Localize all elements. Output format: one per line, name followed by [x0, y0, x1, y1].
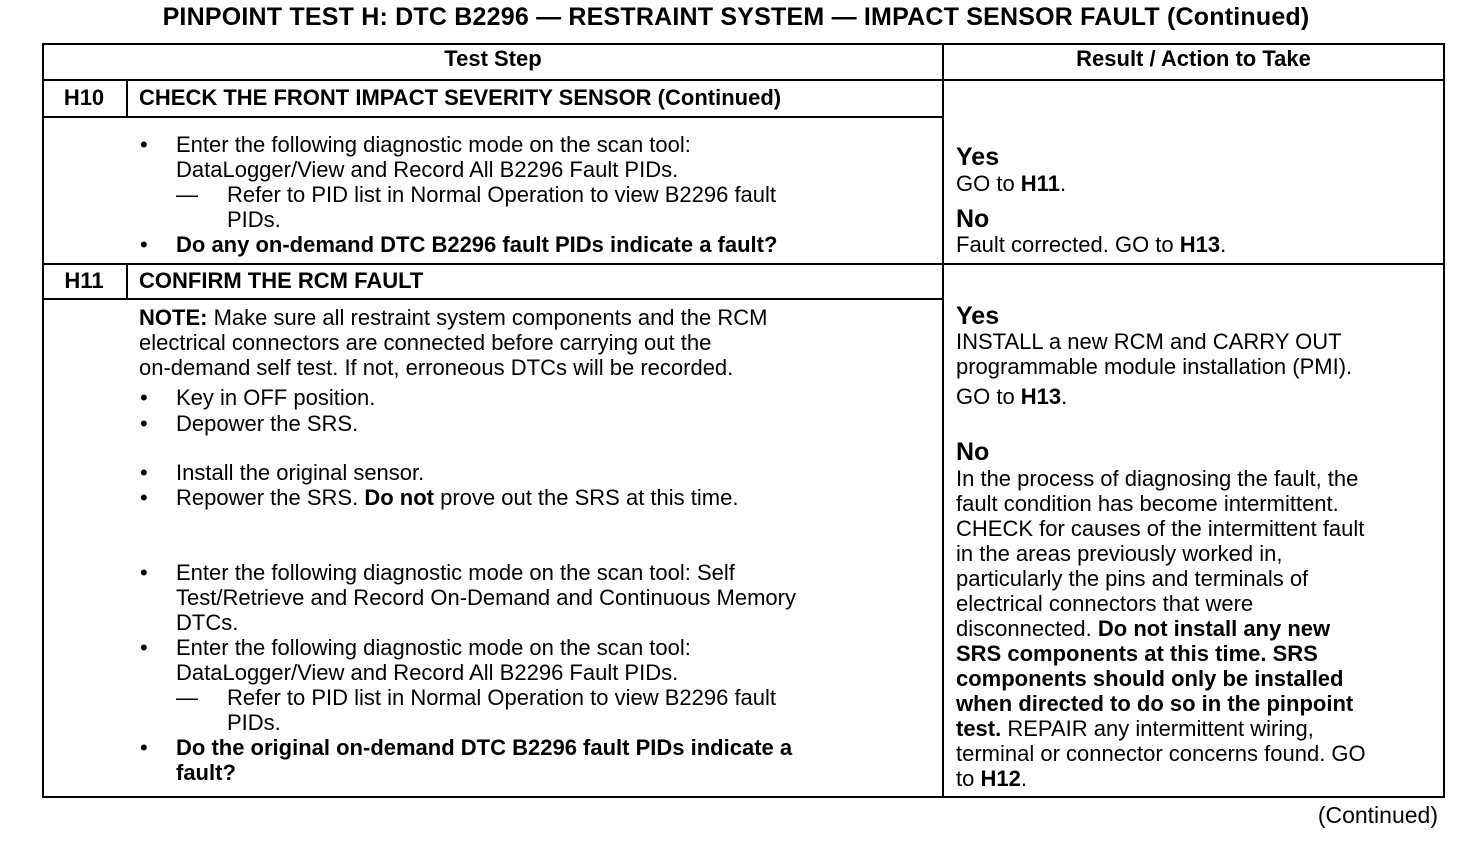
h11-yes-line2: programmable module installation (PMI). — [956, 354, 1353, 379]
h11-no-line3: CHECK for causes of the intermittent fault — [956, 516, 1365, 541]
bullet: • — [140, 460, 148, 485]
header-result: Result / Action to Take — [1076, 46, 1311, 71]
h10-bullet2: Do any on-demand DTC B2296 fault PIDs indicate a fault? — [176, 232, 778, 257]
h11-no-line2: fault condition has become intermittent. — [956, 491, 1339, 516]
bullet: • — [140, 485, 148, 510]
bullet: • — [140, 232, 148, 257]
header-divider — [42, 79, 1445, 81]
h10-no-text: Fault corrected. GO to H13. — [956, 232, 1227, 257]
dash: — — [176, 182, 198, 207]
h11-no-line7: disconnected. Do not install any new — [956, 616, 1331, 641]
h11-yes-label: Yes — [956, 302, 1000, 330]
bullet: • — [140, 132, 148, 157]
bullet: • — [140, 411, 148, 436]
h10-bullet1-line1: Enter the following diagnostic mode on the scan tool: — [176, 132, 691, 157]
h11-no-line10: when directed to do so in the pinpoint — [956, 691, 1354, 716]
h10-h11-divider — [42, 263, 1445, 265]
dash: — — [176, 685, 198, 710]
h11-no-line9: components should only be installed — [956, 666, 1344, 691]
h11-b6-line2: DataLogger/View and Record All B2296 Fault PIDs. — [176, 660, 679, 685]
step-title-h10: CHECK THE FRONT IMPACT SEVERITY SENSOR (Continued) — [139, 85, 782, 110]
h11-b5-line3: DTCs. — [176, 610, 239, 635]
step-id-h10: H10 — [63, 85, 105, 110]
h10-no-target: H13 — [1179, 232, 1221, 257]
h10-sub-line1: Refer to PID list in Normal Operation to view B2296 fault — [227, 182, 777, 207]
h11-title-divider — [42, 298, 944, 300]
step-id-h11: H11 — [64, 268, 104, 293]
h11-b7-line1: Do the original on-demand DTC B2296 fault PIDs indicate a — [176, 735, 793, 760]
h11-no-line13: to H12. — [956, 766, 1027, 791]
h11-no-line8: SRS components at this time. SRS — [956, 641, 1318, 666]
h11-b6-line1: Enter the following diagnostic mode on the scan tool: — [176, 635, 691, 660]
h10-yes-text: GO to H11. — [956, 171, 1067, 196]
h10-bullet1-line2: DataLogger/View and Record All B2296 Fault PIDs. — [176, 157, 679, 182]
h11-b5-line2: Test/Retrieve and Record On-Demand and Continuous Memory — [176, 585, 796, 610]
h11-b7-line2: fault? — [176, 760, 236, 785]
h10-sub-line2: PIDs. — [227, 207, 281, 232]
h11-yes-target: H13 — [1020, 384, 1062, 409]
h10-no-label: No — [956, 205, 990, 233]
h11-note-line1: NOTE: Make sure all restraint system components and the RCM — [139, 305, 768, 330]
h11-no-line12: terminal or connector concerns found. GO — [956, 741, 1366, 766]
h11-no-line1: In the process of diagnosing the fault, the — [956, 466, 1359, 491]
bullet: • — [140, 385, 148, 410]
step-id-divider-h10 — [126, 79, 128, 117]
page-title: PINPOINT TEST H: DTC B2296 — RESTRAINT SYSTEM — IMPACT SENSOR FAULT (Continued) — [162, 3, 1310, 31]
continued-label: (Continued) — [1317, 802, 1438, 828]
h11-no-label: No — [956, 438, 990, 466]
h11-no-line11: test. REPAIR any intermittent wiring, — [956, 716, 1314, 741]
h11-no-line5: particularly the pins and terminals of — [956, 566, 1309, 591]
h11-yes-line1: INSTALL a new RCM and CARRY OUT — [956, 329, 1342, 354]
h10-yes-label: Yes — [956, 143, 1000, 171]
h11-sub-line2: PIDs. — [227, 710, 281, 735]
h11-note-line3: on-demand self test. If not, erroneous DTCs will be recorded. — [139, 355, 734, 380]
bullet: • — [140, 735, 148, 760]
h10-title-divider — [42, 116, 944, 118]
h11-b2: Depower the SRS. — [176, 411, 359, 436]
header-test-step: Test Step — [444, 46, 542, 71]
h11-b5-line1: Enter the following diagnostic mode on the scan tool: Self — [176, 560, 735, 585]
h11-note-line2: electrical connectors are connected before carrying out the — [139, 330, 712, 355]
step-id-divider-h11 — [126, 263, 128, 300]
h11-no-line6: electrical connectors that were — [956, 591, 1254, 616]
bullet: • — [140, 635, 148, 660]
h11-b3: Install the original sensor. — [176, 460, 425, 485]
h11-no-line4: in the areas previously worked in, — [956, 541, 1283, 566]
h10-yes-target: H11 — [1020, 171, 1060, 196]
step-title-h11: CONFIRM THE RCM FAULT — [139, 268, 424, 293]
bullet: • — [140, 560, 148, 585]
h11-yes-go: GO to H13. — [956, 384, 1068, 409]
h11-sub-line1: Refer to PID list in Normal Operation to view B2296 fault — [227, 685, 777, 710]
h11-b1: Key in OFF position. — [176, 385, 376, 410]
column-divider — [942, 43, 944, 798]
h11-b4: Repower the SRS. Do not prove out the SRS at this time. — [176, 485, 739, 510]
